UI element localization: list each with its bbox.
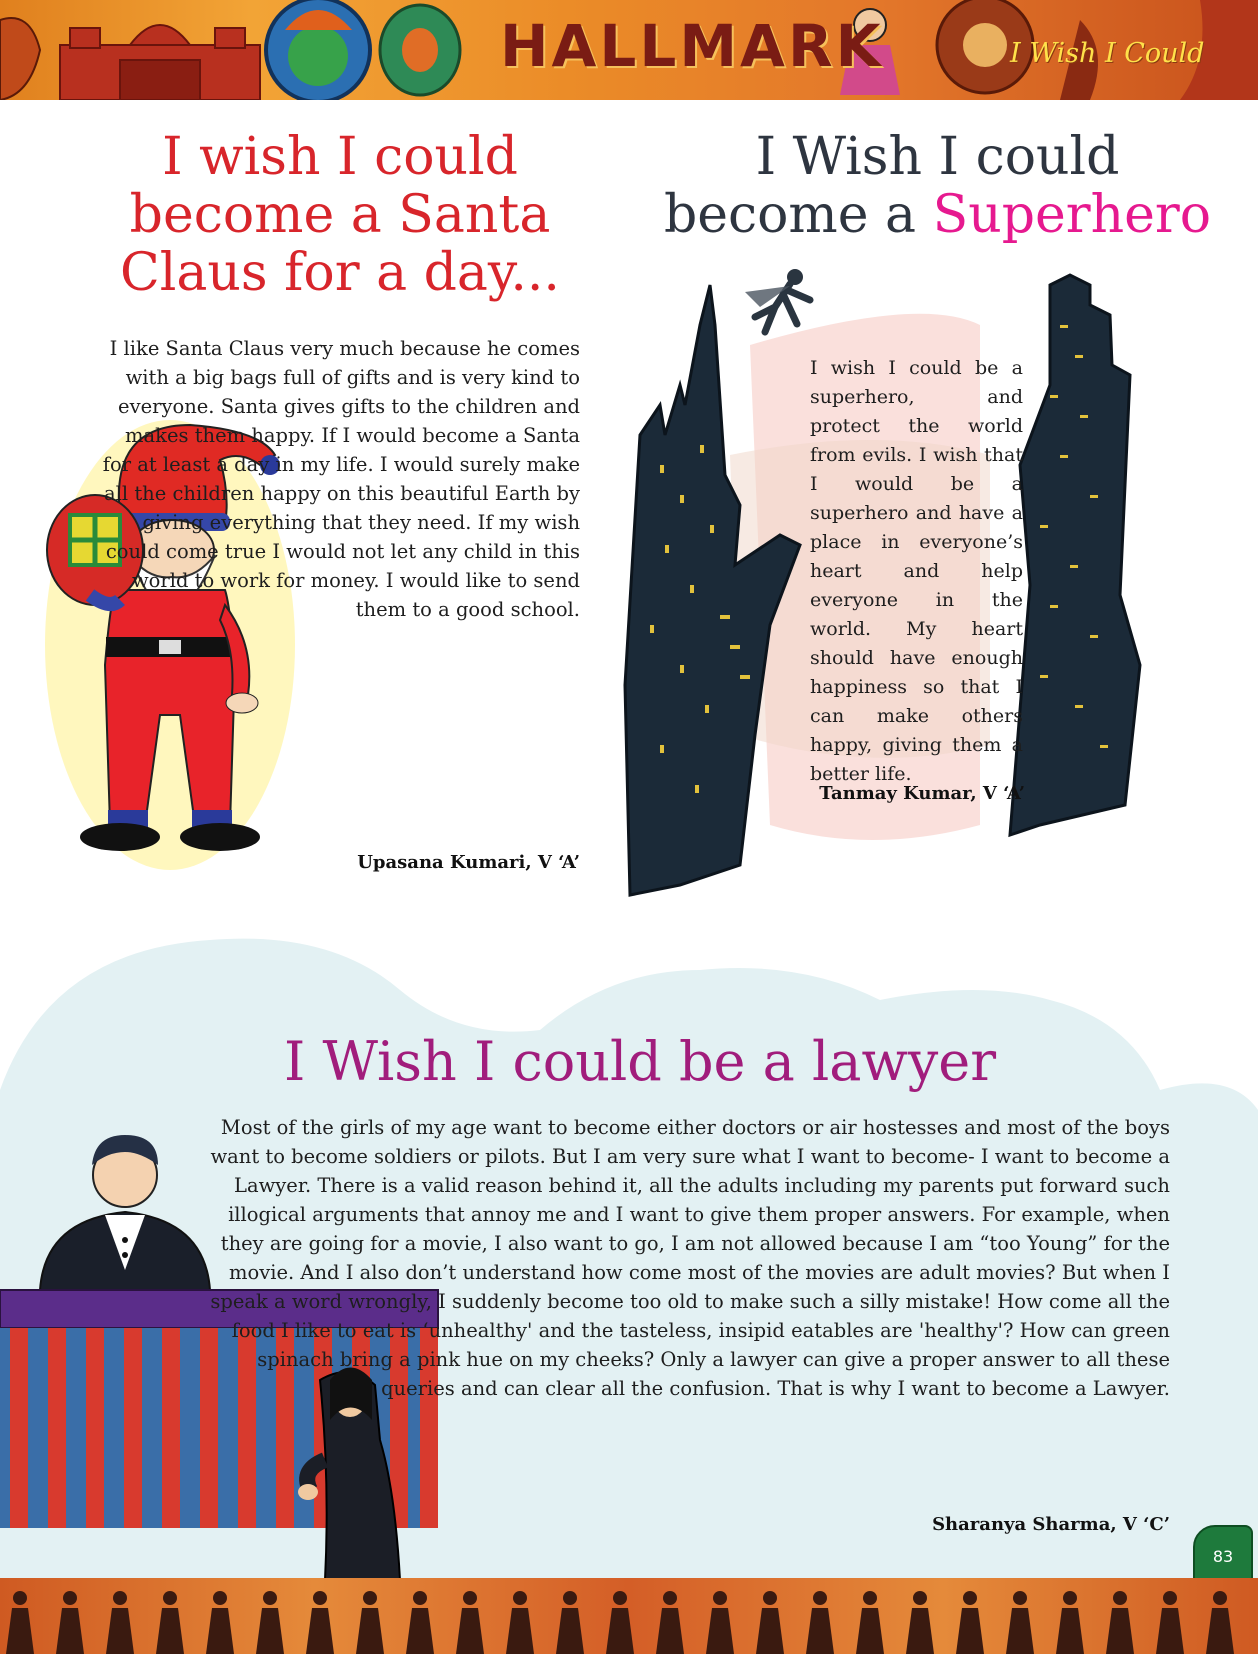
superhero-article-author: Tanmay Kumar, V ‘A’ <box>819 783 1025 804</box>
section-title: I Wish I Could <box>1010 38 1205 69</box>
superhero-article-title <box>655 128 1220 244</box>
santa-article-title: I wish I could become a Santa Claus for a day... <box>120 127 560 303</box>
santa-article-author: Upasana Kumari, V ‘A’ <box>357 852 580 873</box>
santa-article-body: I like Santa Claus very much because he comes with a big bags full of gifts and is very kind to everyone. Santa gives gifts to the children and makes them happy. If I would become a Santa for at least a day in my life. I would surely make all the children happy on this beautiful Earth by giving everything that they need. If my wish could come true I would not let any child in this world to work for money. I would like to send them to a good school. <box>102 337 580 621</box>
superhero-title-highlight: Superhero <box>932 185 1212 245</box>
masthead: HALLMARK <box>500 12 884 80</box>
lawyer-article-body: Most of the girls of my age want to become either doctors or air hostesses and most of the boys want to become soldiers or pilots. But I am very sure what I want to become- I want to become a Lawyer. There is a valid reason behind it, all the adults including my parents put forward such illogical arguments that annoy me and I want to give them proper answers. For example, when they are going for a movie, I also want to go, I am not allowed because I am “too Young” for the movie. And I also don’t understand how come most of the movies are adult movies? But when I speak a word wrongly, I suddenly become too old to make such a silly mistake! How come all the food I like to eat is ‘unhealthy' and the tasteless, insipid eatables are 'healthy'? How can green spinach bring a pink hue on my cheeks? Only a lawyer can give a proper answer to all these queries and can clear all the confusion. That is why I want to become a Lawyer. <box>210 1116 1170 1400</box>
page-number-badge: 83 <box>1193 1525 1253 1585</box>
lawyer-article-title: I Wish I could be a lawyer <box>283 1030 997 1093</box>
dancers-pattern <box>0 1578 1258 1654</box>
header-banner <box>0 0 1258 100</box>
lawyer-article-author: Sharanya Sharma, V ‘C’ <box>932 1514 1170 1535</box>
footer-border <box>0 1578 1258 1654</box>
flying-superhero-drawing <box>735 262 825 352</box>
superhero-article-body: I wish I could be a superhero, and protect the world from evils. I wish that I would be a superhero and have a place in everyone’s heart and help everyone in the world. My heart should have enough happiness so that I can make others happy, giving them a better life. <box>810 357 1023 785</box>
superhero-title-prefix: I Wish I could become a <box>663 127 1120 245</box>
